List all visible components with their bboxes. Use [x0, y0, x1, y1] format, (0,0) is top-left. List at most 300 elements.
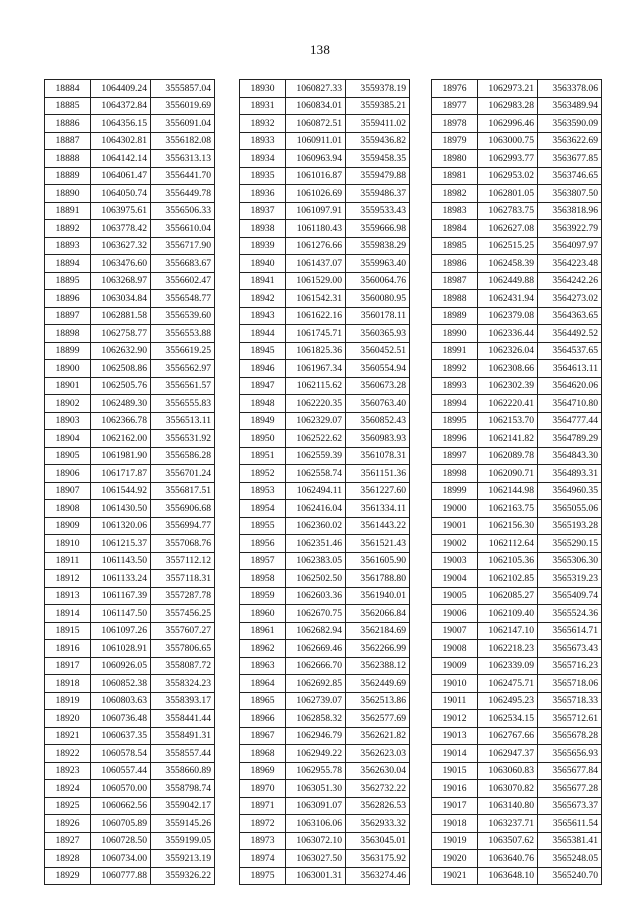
- table-row: [432, 605, 602, 623]
- point-id-cell: 18905: [45, 447, 91, 465]
- x-coordinate-cell: 1064061.47: [91, 167, 151, 185]
- x-coordinate-cell: 1062449.88: [478, 272, 538, 290]
- x-coordinate-cell: 1061542.31: [286, 290, 346, 308]
- y-coordinate-cell: 3564613.11: [538, 360, 602, 378]
- y-coordinate-cell: 3556513.11: [151, 412, 215, 430]
- y-coordinate-cell: 3561334.11: [346, 500, 410, 518]
- x-coordinate-cell: 1062308.66: [478, 360, 538, 378]
- x-coordinate-cell: 1060578.54: [91, 745, 151, 763]
- y-coordinate-cell: 3562449.69: [346, 675, 410, 693]
- table-row: [240, 640, 410, 658]
- point-id-cell: 18936: [240, 185, 286, 203]
- y-coordinate-cell: 3563590.09: [538, 115, 602, 133]
- table-row: [45, 552, 215, 570]
- y-coordinate-cell: 3556313.13: [151, 150, 215, 168]
- y-coordinate-cell: 3564789.29: [538, 430, 602, 448]
- point-id-cell: 18984: [432, 220, 478, 238]
- y-coordinate-cell: 3564843.30: [538, 447, 602, 465]
- point-id-cell: 18950: [240, 430, 286, 448]
- table-row: [432, 587, 602, 605]
- x-coordinate-cell: 1063778.42: [91, 220, 151, 238]
- table-row: [45, 202, 215, 220]
- y-coordinate-cell: 3564363.65: [538, 307, 602, 325]
- y-coordinate-cell: 3561605.90: [346, 552, 410, 570]
- y-coordinate-cell: 3564537.65: [538, 342, 602, 360]
- table-row: [240, 150, 410, 168]
- table-row: [240, 692, 410, 710]
- table-row: [240, 570, 410, 588]
- x-coordinate-cell: 1064409.24: [91, 80, 151, 98]
- y-coordinate-cell: 3564893.31: [538, 465, 602, 483]
- table-row: [432, 360, 602, 378]
- x-coordinate-cell: 1062090.71: [478, 465, 538, 483]
- point-id-cell: 18920: [45, 710, 91, 728]
- x-coordinate-cell: 1062949.22: [286, 745, 346, 763]
- table-row: [432, 167, 602, 185]
- y-coordinate-cell: 3565716.23: [538, 657, 602, 675]
- point-id-cell: 18981: [432, 167, 478, 185]
- point-id-cell: 18902: [45, 395, 91, 413]
- y-coordinate-cell: 3556531.92: [151, 430, 215, 448]
- x-coordinate-cell: 1062669.46: [286, 640, 346, 658]
- point-id-cell: 18912: [45, 570, 91, 588]
- y-coordinate-cell: 3556817.51: [151, 482, 215, 500]
- x-coordinate-cell: 1062502.50: [286, 570, 346, 588]
- table-row: [45, 430, 215, 448]
- y-coordinate-cell: 3556441.70: [151, 167, 215, 185]
- table-row: [240, 97, 410, 115]
- y-coordinate-cell: 3563274.46: [346, 867, 410, 885]
- y-coordinate-cell: 3556717.90: [151, 237, 215, 255]
- x-coordinate-cell: 1064356.15: [91, 115, 151, 133]
- table-row: [240, 657, 410, 675]
- point-id-cell: 18988: [432, 290, 478, 308]
- x-coordinate-cell: 1060705.89: [91, 815, 151, 833]
- table-row: [240, 535, 410, 553]
- x-coordinate-cell: 1060872.51: [286, 115, 346, 133]
- table-row: [240, 552, 410, 570]
- x-coordinate-cell: 1062947.37: [478, 745, 538, 763]
- point-id-cell: 18963: [240, 657, 286, 675]
- coordinate-table-middle: [239, 79, 410, 885]
- point-id-cell: 18938: [240, 220, 286, 238]
- x-coordinate-cell: 1060662.56: [91, 797, 151, 815]
- x-coordinate-cell: 1063140.80: [478, 797, 538, 815]
- x-coordinate-cell: 1062627.08: [478, 220, 538, 238]
- x-coordinate-cell: 1061320.06: [91, 517, 151, 535]
- point-id-cell: 18972: [240, 815, 286, 833]
- point-id-cell: 18914: [45, 605, 91, 623]
- x-coordinate-cell: 1061437.07: [286, 255, 346, 273]
- table-row: [45, 395, 215, 413]
- x-coordinate-cell: 1062522.62: [286, 430, 346, 448]
- x-coordinate-cell: 1061167.39: [91, 587, 151, 605]
- x-coordinate-cell: 1062632.90: [91, 342, 151, 360]
- y-coordinate-cell: 3557287.78: [151, 587, 215, 605]
- y-coordinate-cell: 3558660.89: [151, 762, 215, 780]
- point-id-cell: 18976: [432, 80, 478, 98]
- table-row: [45, 272, 215, 290]
- x-coordinate-cell: 1061622.16: [286, 307, 346, 325]
- y-coordinate-cell: 3562732.22: [346, 780, 410, 798]
- point-id-cell: 18948: [240, 395, 286, 413]
- table-row: [240, 850, 410, 868]
- point-id-cell: 18965: [240, 692, 286, 710]
- x-coordinate-cell: 1062666.70: [286, 657, 346, 675]
- point-id-cell: 19003: [432, 552, 478, 570]
- y-coordinate-cell: 3564273.02: [538, 290, 602, 308]
- x-coordinate-cell: 1063476.60: [91, 255, 151, 273]
- x-coordinate-cell: 1063627.32: [91, 237, 151, 255]
- y-coordinate-cell: 3560064.76: [346, 272, 410, 290]
- point-id-cell: 18947: [240, 377, 286, 395]
- point-id-cell: 18903: [45, 412, 91, 430]
- table-row: [432, 290, 602, 308]
- table-row: [240, 710, 410, 728]
- y-coordinate-cell: 3564710.80: [538, 395, 602, 413]
- x-coordinate-cell: 1061215.37: [91, 535, 151, 553]
- page-number: 138: [309, 42, 331, 57]
- y-coordinate-cell: 3564242.26: [538, 272, 602, 290]
- x-coordinate-cell: 1062505.76: [91, 377, 151, 395]
- point-id-cell: 18885: [45, 97, 91, 115]
- x-coordinate-cell: 1062220.35: [286, 395, 346, 413]
- table-row: [45, 605, 215, 623]
- x-coordinate-cell: 1063091.07: [286, 797, 346, 815]
- y-coordinate-cell: 3559533.43: [346, 202, 410, 220]
- y-coordinate-cell: 3563746.65: [538, 167, 602, 185]
- y-coordinate-cell: 3565306.30: [538, 552, 602, 570]
- y-coordinate-cell: 3556182.08: [151, 132, 215, 150]
- point-id-cell: 18957: [240, 552, 286, 570]
- table-row: [240, 132, 410, 150]
- table-row: [240, 430, 410, 448]
- y-coordinate-cell: 3556091.04: [151, 115, 215, 133]
- x-coordinate-cell: 1063070.82: [478, 780, 538, 798]
- table-row: [45, 377, 215, 395]
- x-coordinate-cell: 1063027.50: [286, 850, 346, 868]
- table-row: [432, 272, 602, 290]
- point-id-cell: 18964: [240, 675, 286, 693]
- y-coordinate-cell: 3557806.65: [151, 640, 215, 658]
- y-coordinate-cell: 3562630.04: [346, 762, 410, 780]
- point-id-cell: 18896: [45, 290, 91, 308]
- y-coordinate-cell: 3559385.21: [346, 97, 410, 115]
- y-coordinate-cell: 3565055.06: [538, 500, 602, 518]
- x-coordinate-cell: 1062996.46: [478, 115, 538, 133]
- table-row: [240, 780, 410, 798]
- x-coordinate-cell: 1062218.23: [478, 640, 538, 658]
- x-coordinate-cell: 1062515.25: [478, 237, 538, 255]
- y-coordinate-cell: 3565614.71: [538, 622, 602, 640]
- table-row: [432, 832, 602, 850]
- y-coordinate-cell: 3562577.69: [346, 710, 410, 728]
- table-row: [432, 342, 602, 360]
- table-row: [432, 430, 602, 448]
- x-coordinate-cell: 1062494.11: [286, 482, 346, 500]
- table-row: [45, 290, 215, 308]
- x-coordinate-cell: 1062329.07: [286, 412, 346, 430]
- y-coordinate-cell: 3560365.93: [346, 325, 410, 343]
- x-coordinate-cell: 1064050.74: [91, 185, 151, 203]
- table-row: [432, 745, 602, 763]
- point-id-cell: 18996: [432, 430, 478, 448]
- y-coordinate-cell: 3565677.28: [538, 780, 602, 798]
- table-row: [45, 237, 215, 255]
- y-coordinate-cell: 3556548.77: [151, 290, 215, 308]
- y-coordinate-cell: 3556701.24: [151, 465, 215, 483]
- y-coordinate-cell: 3563045.01: [346, 832, 410, 850]
- x-coordinate-cell: 1061544.92: [91, 482, 151, 500]
- y-coordinate-cell: 3558557.44: [151, 745, 215, 763]
- table-row: [240, 220, 410, 238]
- y-coordinate-cell: 3559458.35: [346, 150, 410, 168]
- x-coordinate-cell: 1061026.69: [286, 185, 346, 203]
- point-id-cell: 19010: [432, 675, 478, 693]
- y-coordinate-cell: 3560983.93: [346, 430, 410, 448]
- table-row: [240, 342, 410, 360]
- y-coordinate-cell: 3563622.69: [538, 132, 602, 150]
- y-coordinate-cell: 3560178.11: [346, 307, 410, 325]
- point-id-cell: 18970: [240, 780, 286, 798]
- x-coordinate-cell: 1062431.94: [478, 290, 538, 308]
- table-row: [45, 692, 215, 710]
- table-row: [45, 640, 215, 658]
- point-id-cell: 18910: [45, 535, 91, 553]
- x-coordinate-cell: 1062383.05: [286, 552, 346, 570]
- point-id-cell: 18962: [240, 640, 286, 658]
- x-coordinate-cell: 1062153.70: [478, 412, 538, 430]
- x-coordinate-cell: 1062302.39: [478, 377, 538, 395]
- point-id-cell: 18967: [240, 727, 286, 745]
- x-coordinate-cell: 1061276.66: [286, 237, 346, 255]
- table-row: [432, 657, 602, 675]
- x-coordinate-cell: 1062670.75: [286, 605, 346, 623]
- y-coordinate-cell: 3559411.02: [346, 115, 410, 133]
- point-id-cell: 18929: [45, 867, 91, 885]
- point-id-cell: 18898: [45, 325, 91, 343]
- point-id-cell: 18908: [45, 500, 91, 518]
- x-coordinate-cell: 1062858.32: [286, 710, 346, 728]
- y-coordinate-cell: 3557068.76: [151, 535, 215, 553]
- y-coordinate-cell: 3556562.97: [151, 360, 215, 378]
- table-row: [240, 185, 410, 203]
- point-id-cell: 18987: [432, 272, 478, 290]
- y-coordinate-cell: 3559145.26: [151, 815, 215, 833]
- table-row: [432, 115, 602, 133]
- table-row: [240, 202, 410, 220]
- point-id-cell: 18994: [432, 395, 478, 413]
- table-row: [432, 80, 602, 98]
- y-coordinate-cell: 3563922.79: [538, 220, 602, 238]
- table-row: [432, 237, 602, 255]
- table-row: [45, 587, 215, 605]
- y-coordinate-cell: 3558798.74: [151, 780, 215, 798]
- y-coordinate-cell: 3556994.77: [151, 517, 215, 535]
- x-coordinate-cell: 1062955.78: [286, 762, 346, 780]
- point-id-cell: 18928: [45, 850, 91, 868]
- x-coordinate-cell: 1062156.30: [478, 517, 538, 535]
- point-id-cell: 18980: [432, 150, 478, 168]
- x-coordinate-cell: 1061180.43: [286, 220, 346, 238]
- point-id-cell: 18925: [45, 797, 91, 815]
- x-coordinate-cell: 1062085.27: [478, 587, 538, 605]
- x-coordinate-cell: 1063051.30: [286, 780, 346, 798]
- y-coordinate-cell: 3565718.33: [538, 692, 602, 710]
- table-row: [432, 517, 602, 535]
- table-row: [45, 745, 215, 763]
- point-id-cell: 18977: [432, 97, 478, 115]
- table-row: [240, 815, 410, 833]
- table-row: [240, 745, 410, 763]
- y-coordinate-cell: 3556449.78: [151, 185, 215, 203]
- point-id-cell: 18955: [240, 517, 286, 535]
- table-row: [45, 657, 215, 675]
- point-id-cell: 19021: [432, 867, 478, 885]
- table-row: [45, 220, 215, 238]
- table-row: [240, 622, 410, 640]
- table-row: [45, 97, 215, 115]
- point-id-cell: 18933: [240, 132, 286, 150]
- y-coordinate-cell: 3559378.19: [346, 80, 410, 98]
- x-coordinate-cell: 1063060.83: [478, 762, 538, 780]
- table-row: [45, 710, 215, 728]
- y-coordinate-cell: 3556506.33: [151, 202, 215, 220]
- table-row: [240, 605, 410, 623]
- point-id-cell: 18989: [432, 307, 478, 325]
- y-coordinate-cell: 3557456.25: [151, 605, 215, 623]
- x-coordinate-cell: 1060570.00: [91, 780, 151, 798]
- x-coordinate-cell: 1063975.61: [91, 202, 151, 220]
- y-coordinate-cell: 3558441.44: [151, 710, 215, 728]
- point-id-cell: 18904: [45, 430, 91, 448]
- coordinate-table-left: [44, 79, 215, 885]
- table-row: [45, 850, 215, 868]
- x-coordinate-cell: 1060728.50: [91, 832, 151, 850]
- table-row: [240, 517, 410, 535]
- point-id-cell: 19001: [432, 517, 478, 535]
- point-id-cell: 18954: [240, 500, 286, 518]
- x-coordinate-cell: 1061745.71: [286, 325, 346, 343]
- table-row: [240, 307, 410, 325]
- x-coordinate-cell: 1062946.79: [286, 727, 346, 745]
- x-coordinate-cell: 1061981.90: [91, 447, 151, 465]
- y-coordinate-cell: 3558087.72: [151, 657, 215, 675]
- table-row: [45, 360, 215, 378]
- table-row: [240, 360, 410, 378]
- y-coordinate-cell: 3561151.36: [346, 465, 410, 483]
- point-id-cell: 18985: [432, 237, 478, 255]
- x-coordinate-cell: 1062767.66: [478, 727, 538, 745]
- x-coordinate-cell: 1060834.01: [286, 97, 346, 115]
- x-coordinate-cell: 1060852.38: [91, 675, 151, 693]
- y-coordinate-cell: 3556553.88: [151, 325, 215, 343]
- x-coordinate-cell: 1062339.09: [478, 657, 538, 675]
- y-coordinate-cell: 3565248.05: [538, 850, 602, 868]
- table-row: [240, 465, 410, 483]
- y-coordinate-cell: 3562066.84: [346, 605, 410, 623]
- x-coordinate-cell: 1062983.28: [478, 97, 538, 115]
- table-row: [45, 500, 215, 518]
- point-id-cell: 18932: [240, 115, 286, 133]
- table-row: [432, 867, 602, 885]
- point-id-cell: 18926: [45, 815, 91, 833]
- x-coordinate-cell: 1061143.50: [91, 552, 151, 570]
- y-coordinate-cell: 3563807.50: [538, 185, 602, 203]
- y-coordinate-cell: 3555857.04: [151, 80, 215, 98]
- coordinate-table-right: [431, 79, 602, 885]
- table-row: [432, 447, 602, 465]
- point-id-cell: 19016: [432, 780, 478, 798]
- y-coordinate-cell: 3560763.40: [346, 395, 410, 413]
- x-coordinate-cell: 1063648.10: [478, 867, 538, 885]
- x-coordinate-cell: 1062336.44: [478, 325, 538, 343]
- point-id-cell: 18892: [45, 220, 91, 238]
- y-coordinate-cell: 3565524.36: [538, 605, 602, 623]
- point-id-cell: 18911: [45, 552, 91, 570]
- x-coordinate-cell: 1063268.97: [91, 272, 151, 290]
- x-coordinate-cell: 1062089.78: [478, 447, 538, 465]
- x-coordinate-cell: 1061016.87: [286, 167, 346, 185]
- point-id-cell: 18906: [45, 465, 91, 483]
- x-coordinate-cell: 1062162.00: [91, 430, 151, 448]
- table-row: [45, 797, 215, 815]
- table-row: [45, 447, 215, 465]
- x-coordinate-cell: 1062973.21: [478, 80, 538, 98]
- table-row: [432, 465, 602, 483]
- point-id-cell: 18895: [45, 272, 91, 290]
- table-row: [45, 867, 215, 885]
- table-row: [45, 727, 215, 745]
- y-coordinate-cell: 3557118.31: [151, 570, 215, 588]
- y-coordinate-cell: 3558491.31: [151, 727, 215, 745]
- point-id-cell: 18940: [240, 255, 286, 273]
- y-coordinate-cell: 3562623.03: [346, 745, 410, 763]
- table-row: [45, 535, 215, 553]
- x-coordinate-cell: 1062141.82: [478, 430, 538, 448]
- point-id-cell: 18975: [240, 867, 286, 885]
- x-coordinate-cell: 1060911.01: [286, 132, 346, 150]
- y-coordinate-cell: 3562388.12: [346, 657, 410, 675]
- y-coordinate-cell: 3559436.82: [346, 132, 410, 150]
- table-row: [240, 237, 410, 255]
- y-coordinate-cell: 3561940.01: [346, 587, 410, 605]
- point-id-cell: 18921: [45, 727, 91, 745]
- x-coordinate-cell: 1062351.46: [286, 535, 346, 553]
- point-id-cell: 18998: [432, 465, 478, 483]
- table-row: [45, 622, 215, 640]
- y-coordinate-cell: 3565673.43: [538, 640, 602, 658]
- x-coordinate-cell: 1062144.98: [478, 482, 538, 500]
- table-row: [45, 150, 215, 168]
- table-row: [240, 290, 410, 308]
- point-id-cell: 18917: [45, 657, 91, 675]
- y-coordinate-cell: 3564620.06: [538, 377, 602, 395]
- y-coordinate-cell: 3560852.43: [346, 412, 410, 430]
- point-id-cell: 18997: [432, 447, 478, 465]
- y-coordinate-cell: 3563489.94: [538, 97, 602, 115]
- table-row: [45, 815, 215, 833]
- point-id-cell: 18886: [45, 115, 91, 133]
- y-coordinate-cell: 3564777.44: [538, 412, 602, 430]
- point-id-cell: 18893: [45, 237, 91, 255]
- x-coordinate-cell: 1062559.39: [286, 447, 346, 465]
- point-id-cell: 18952: [240, 465, 286, 483]
- y-coordinate-cell: 3565656.93: [538, 745, 602, 763]
- table-row: [45, 780, 215, 798]
- point-id-cell: 18899: [45, 342, 91, 360]
- y-coordinate-cell: 3556019.69: [151, 97, 215, 115]
